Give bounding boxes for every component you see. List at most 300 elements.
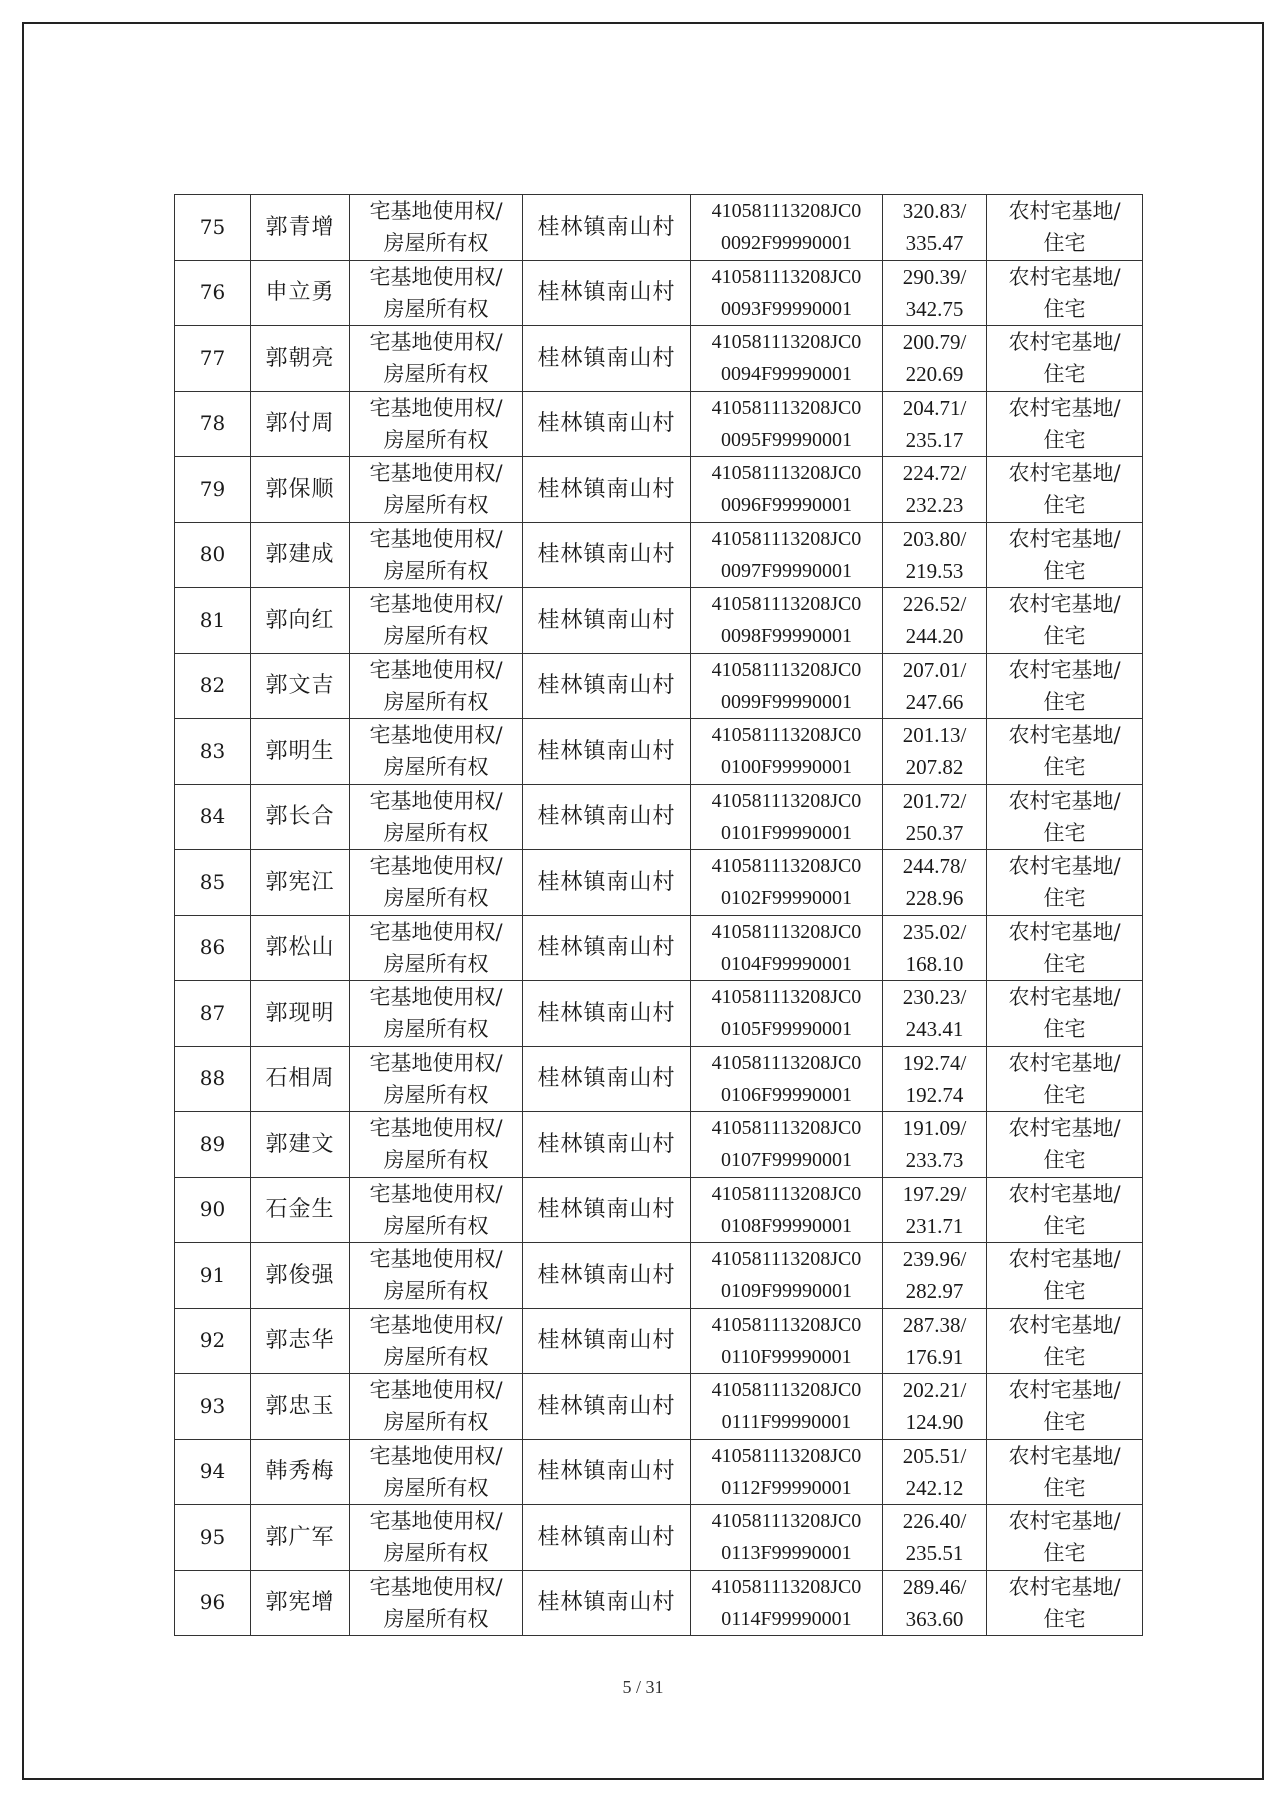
use-type-cell <box>987 1374 1143 1440</box>
unit-number-cell-line-1: 410581113208JC0 <box>711 462 862 485</box>
use-type-cell-line-2: 住宅 <box>1043 755 1086 780</box>
owner-name-cell: 郭青增 <box>251 195 350 261</box>
table-body <box>175 195 1143 1636</box>
area-cell-line-1: 289.46/ <box>902 1574 967 1599</box>
unit-number-cell <box>691 719 883 785</box>
unit-number-cell-line-1: 410581113208JC0 <box>711 527 862 550</box>
table-row <box>175 1505 1143 1571</box>
right-type-cell <box>350 1112 523 1178</box>
right-type-cell-line-2: 房屋所有权 <box>383 951 489 976</box>
owner-name-cell: 韩秀梅 <box>251 1439 350 1505</box>
owner-name-cell: 石相周 <box>251 1046 350 1112</box>
seq-cell: 77 <box>175 326 251 392</box>
location-cell: 桂林镇南山村 <box>523 391 691 457</box>
right-type-cell-line-2: 房屋所有权 <box>383 362 489 387</box>
location-cell: 桂林镇南山村 <box>523 260 691 326</box>
unit-number-cell-line-2: 0107F99990001 <box>720 1149 853 1172</box>
area-cell-line-1: 200.79/ <box>902 330 967 355</box>
unit-number-cell <box>691 1243 883 1309</box>
owner-name-cell: 郭广军 <box>251 1505 350 1571</box>
right-type-cell <box>350 653 523 719</box>
location-cell: 桂林镇南山村 <box>523 522 691 588</box>
table-row <box>175 850 1143 916</box>
area-cell <box>883 719 987 785</box>
right-type-cell-line-2: 房屋所有权 <box>383 1082 489 1107</box>
right-type-cell-line-1: 宅基地使用权/ <box>369 1509 503 1534</box>
use-type-cell-line-2: 住宅 <box>1043 689 1086 714</box>
use-type-cell-line-1: 农村宅基地/ <box>1008 1443 1121 1468</box>
seq-cell: 81 <box>175 588 251 654</box>
use-type-cell <box>987 915 1143 981</box>
seq-cell: 82 <box>175 653 251 719</box>
owner-name-cell: 郭建文 <box>251 1112 350 1178</box>
area-cell-line-2: 207.82 <box>905 755 964 780</box>
area-cell-line-1: 192.74/ <box>902 1050 967 1075</box>
owner-name-cell: 郭付周 <box>251 391 350 457</box>
use-type-cell-line-2: 住宅 <box>1043 1213 1086 1238</box>
unit-number-cell <box>691 981 883 1047</box>
right-type-cell-line-1: 宅基地使用权/ <box>369 985 503 1010</box>
location-cell: 桂林镇南山村 <box>523 1046 691 1112</box>
area-cell-line-2: 363.60 <box>905 1606 964 1631</box>
area-cell <box>883 326 987 392</box>
table-row <box>175 1570 1143 1636</box>
area-cell-line-1: 201.72/ <box>902 788 967 813</box>
right-type-cell <box>350 1570 523 1636</box>
area-cell-line-2: 219.53 <box>905 558 964 583</box>
right-type-cell <box>350 457 523 523</box>
area-cell-line-1: 290.39/ <box>902 264 967 289</box>
seq-cell: 93 <box>175 1374 251 1440</box>
area-cell <box>883 457 987 523</box>
use-type-cell <box>987 1112 1143 1178</box>
unit-number-cell-line-2: 0104F99990001 <box>720 952 853 975</box>
location-cell: 桂林镇南山村 <box>523 1374 691 1440</box>
right-type-cell-line-2: 房屋所有权 <box>383 427 489 452</box>
area-cell-line-2: 168.10 <box>905 951 964 976</box>
location-cell: 桂林镇南山村 <box>523 850 691 916</box>
unit-number-cell-line-2: 0092F99990001 <box>720 232 853 255</box>
right-type-cell-line-2: 房屋所有权 <box>383 689 489 714</box>
owner-name-cell: 郭朝亮 <box>251 326 350 392</box>
use-type-cell-line-2: 住宅 <box>1043 624 1086 649</box>
table-row <box>175 522 1143 588</box>
area-cell <box>883 588 987 654</box>
area-cell <box>883 260 987 326</box>
unit-number-cell <box>691 195 883 261</box>
use-type-cell-line-2: 住宅 <box>1043 1344 1086 1369</box>
unit-number-cell-line-2: 0110F99990001 <box>721 1345 852 1368</box>
right-type-cell <box>350 1308 523 1374</box>
area-cell-line-2: 235.51 <box>905 1541 964 1566</box>
unit-number-cell-line-1: 410581113208JC0 <box>711 1313 862 1336</box>
page-number: 5 / 31 <box>622 1677 664 1697</box>
area-cell-line-1: 244.78/ <box>902 854 967 879</box>
unit-number-cell <box>691 850 883 916</box>
right-type-cell <box>350 522 523 588</box>
right-type-cell-line-2: 房屋所有权 <box>383 1410 489 1435</box>
unit-number-cell-line-1: 410581113208JC0 <box>711 1117 862 1140</box>
use-type-cell-line-1: 农村宅基地/ <box>1008 526 1121 551</box>
use-type-cell-line-1: 农村宅基地/ <box>1008 395 1121 420</box>
area-cell <box>883 915 987 981</box>
unit-number-cell-line-2: 0100F99990001 <box>720 756 853 779</box>
area-cell-line-2: 247.66 <box>905 689 964 714</box>
right-type-cell-line-2: 房屋所有权 <box>383 1017 489 1042</box>
unit-number-cell-line-1: 410581113208JC0 <box>711 789 862 812</box>
unit-number-cell-line-1: 410581113208JC0 <box>711 920 862 943</box>
unit-number-cell-line-2: 0106F99990001 <box>720 1083 853 1106</box>
table-row <box>175 1308 1143 1374</box>
area-cell <box>883 1177 987 1243</box>
unit-number-cell-line-1: 410581113208JC0 <box>711 658 862 681</box>
location-cell: 桂林镇南山村 <box>523 457 691 523</box>
use-type-cell-line-1: 农村宅基地/ <box>1008 788 1121 813</box>
use-type-cell <box>987 1570 1143 1636</box>
unit-number-cell-line-2: 0108F99990001 <box>720 1214 853 1237</box>
unit-number-cell-line-1: 410581113208JC0 <box>711 200 862 223</box>
use-type-cell-line-1: 农村宅基地/ <box>1008 1574 1121 1599</box>
unit-number-cell-line-1: 410581113208JC0 <box>711 1510 862 1533</box>
table-row <box>175 784 1143 850</box>
property-register-table <box>174 194 1143 1636</box>
unit-number-cell-line-1: 410581113208JC0 <box>711 396 862 419</box>
use-type-cell <box>987 981 1143 1047</box>
area-cell <box>883 1505 987 1571</box>
area-cell-line-2: 243.41 <box>905 1017 964 1042</box>
area-cell-line-1: 230.23/ <box>902 985 967 1010</box>
table-row <box>175 915 1143 981</box>
area-cell-line-1: 320.83/ <box>902 199 967 224</box>
use-type-cell-line-2: 住宅 <box>1043 1082 1086 1107</box>
unit-number-cell-line-2: 0101F99990001 <box>720 821 853 844</box>
unit-number-cell-line-1: 410581113208JC0 <box>711 331 862 354</box>
right-type-cell <box>350 784 523 850</box>
area-cell-line-1: 207.01/ <box>902 657 967 682</box>
seq-cell: 86 <box>175 915 251 981</box>
unit-number-cell-line-2: 0094F99990001 <box>720 363 853 386</box>
table-row <box>175 981 1143 1047</box>
owner-name-cell: 郭宪增 <box>251 1570 350 1636</box>
table-row <box>175 391 1143 457</box>
unit-number-cell-line-1: 410581113208JC0 <box>711 1182 862 1205</box>
unit-number-cell-line-2: 0097F99990001 <box>720 559 853 582</box>
use-type-cell-line-1: 农村宅基地/ <box>1008 1181 1121 1206</box>
area-cell-line-1: 287.38/ <box>902 1312 967 1337</box>
right-type-cell-line-2: 房屋所有权 <box>383 1148 489 1173</box>
seq-cell: 85 <box>175 850 251 916</box>
use-type-cell <box>987 326 1143 392</box>
unit-number-cell <box>691 1112 883 1178</box>
use-type-cell <box>987 653 1143 719</box>
owner-name-cell: 郭文吉 <box>251 653 350 719</box>
right-type-cell-line-1: 宅基地使用权/ <box>369 788 503 813</box>
use-type-cell <box>987 457 1143 523</box>
right-type-cell-line-1: 宅基地使用权/ <box>369 1181 503 1206</box>
unit-number-cell <box>691 522 883 588</box>
use-type-cell-line-1: 农村宅基地/ <box>1008 1050 1121 1075</box>
unit-number-cell <box>691 653 883 719</box>
right-type-cell <box>350 915 523 981</box>
right-type-cell-line-2: 房屋所有权 <box>383 820 489 845</box>
right-type-cell <box>350 719 523 785</box>
unit-number-cell-line-1: 410581113208JC0 <box>711 724 862 747</box>
area-cell <box>883 1112 987 1178</box>
use-type-cell-line-1: 农村宅基地/ <box>1008 1247 1121 1272</box>
use-type-cell-line-2: 住宅 <box>1043 493 1086 518</box>
seq-cell: 94 <box>175 1439 251 1505</box>
unit-number-cell <box>691 260 883 326</box>
use-type-cell-line-2: 住宅 <box>1043 1475 1086 1500</box>
use-type-cell <box>987 1046 1143 1112</box>
unit-number-cell-line-1: 410581113208JC0 <box>711 593 862 616</box>
area-cell-line-1: 235.02/ <box>902 919 967 944</box>
use-type-cell <box>987 1177 1143 1243</box>
right-type-cell-line-2: 房屋所有权 <box>383 755 489 780</box>
use-type-cell-line-1: 农村宅基地/ <box>1008 1312 1121 1337</box>
seq-cell: 90 <box>175 1177 251 1243</box>
right-type-cell <box>350 850 523 916</box>
right-type-cell <box>350 195 523 261</box>
seq-cell: 83 <box>175 719 251 785</box>
use-type-cell-line-1: 农村宅基地/ <box>1008 723 1121 748</box>
table-row <box>175 588 1143 654</box>
right-type-cell-line-2: 房屋所有权 <box>383 886 489 911</box>
right-type-cell-line-1: 宅基地使用权/ <box>369 264 503 289</box>
unit-number-cell-line-1: 410581113208JC0 <box>711 855 862 878</box>
unit-number-cell <box>691 1439 883 1505</box>
table-row <box>175 1046 1143 1112</box>
area-cell <box>883 391 987 457</box>
location-cell: 桂林镇南山村 <box>523 1177 691 1243</box>
owner-name-cell: 郭松山 <box>251 915 350 981</box>
use-type-cell <box>987 522 1143 588</box>
use-type-cell-line-2: 住宅 <box>1043 886 1086 911</box>
use-type-cell-line-2: 住宅 <box>1043 231 1086 256</box>
location-cell: 桂林镇南山村 <box>523 981 691 1047</box>
right-type-cell <box>350 981 523 1047</box>
area-cell-line-1: 224.72/ <box>902 461 967 486</box>
unit-number-cell <box>691 915 883 981</box>
use-type-cell-line-1: 农村宅基地/ <box>1008 1378 1121 1403</box>
location-cell: 桂林镇南山村 <box>523 588 691 654</box>
unit-number-cell-line-2: 0112F99990001 <box>721 1476 852 1499</box>
right-type-cell-line-1: 宅基地使用权/ <box>369 1116 503 1141</box>
owner-name-cell: 郭向红 <box>251 588 350 654</box>
right-type-cell <box>350 1177 523 1243</box>
right-type-cell-line-1: 宅基地使用权/ <box>369 657 503 682</box>
area-cell-line-2: 220.69 <box>905 362 964 387</box>
area-cell <box>883 653 987 719</box>
area-cell-line-2: 192.74 <box>905 1082 964 1107</box>
owner-name-cell: 郭保顺 <box>251 457 350 523</box>
use-type-cell <box>987 1439 1143 1505</box>
area-cell-line-1: 202.21/ <box>902 1378 967 1403</box>
table-row <box>175 195 1143 261</box>
seq-cell: 89 <box>175 1112 251 1178</box>
unit-number-cell-line-1: 410581113208JC0 <box>711 1248 862 1271</box>
right-type-cell-line-2: 房屋所有权 <box>383 558 489 583</box>
table-row <box>175 1243 1143 1309</box>
right-type-cell <box>350 1374 523 1440</box>
location-cell: 桂林镇南山村 <box>523 1505 691 1571</box>
table-row <box>175 326 1143 392</box>
right-type-cell-line-1: 宅基地使用权/ <box>369 723 503 748</box>
area-cell-line-1: 205.51/ <box>902 1443 967 1468</box>
seq-cell: 91 <box>175 1243 251 1309</box>
seq-cell: 84 <box>175 784 251 850</box>
area-cell-line-2: 231.71 <box>905 1213 964 1238</box>
right-type-cell-line-1: 宅基地使用权/ <box>369 330 503 355</box>
owner-name-cell: 郭现明 <box>251 981 350 1047</box>
area-cell <box>883 1046 987 1112</box>
use-type-cell <box>987 1308 1143 1374</box>
unit-number-cell-line-1: 410581113208JC0 <box>711 986 862 1009</box>
area-cell-line-1: 226.40/ <box>902 1509 967 1534</box>
table-row <box>175 653 1143 719</box>
owner-name-cell: 郭宪江 <box>251 850 350 916</box>
right-type-cell <box>350 1505 523 1571</box>
location-cell: 桂林镇南山村 <box>523 784 691 850</box>
owner-name-cell: 申立勇 <box>251 260 350 326</box>
use-type-cell <box>987 588 1143 654</box>
area-cell-line-1: 239.96/ <box>902 1247 967 1272</box>
area-cell-line-2: 124.90 <box>905 1410 964 1435</box>
seq-cell: 96 <box>175 1570 251 1636</box>
right-type-cell-line-1: 宅基地使用权/ <box>369 1574 503 1599</box>
seq-cell: 88 <box>175 1046 251 1112</box>
location-cell: 桂林镇南山村 <box>523 1243 691 1309</box>
area-cell-line-1: 191.09/ <box>902 1116 967 1141</box>
use-type-cell <box>987 1505 1143 1571</box>
location-cell: 桂林镇南山村 <box>523 1439 691 1505</box>
unit-number-cell-line-1: 410581113208JC0 <box>711 1051 862 1074</box>
use-type-cell-line-2: 住宅 <box>1043 558 1086 583</box>
unit-number-cell <box>691 457 883 523</box>
area-cell <box>883 981 987 1047</box>
right-type-cell-line-2: 房屋所有权 <box>383 1213 489 1238</box>
use-type-cell <box>987 260 1143 326</box>
use-type-cell-line-2: 住宅 <box>1043 427 1086 452</box>
area-cell-line-2: 244.20 <box>905 624 964 649</box>
use-type-cell <box>987 719 1143 785</box>
use-type-cell-line-1: 农村宅基地/ <box>1008 919 1121 944</box>
area-cell-line-2: 176.91 <box>905 1344 964 1369</box>
right-type-cell-line-1: 宅基地使用权/ <box>369 461 503 486</box>
table-row <box>175 1439 1143 1505</box>
table-row <box>175 1177 1143 1243</box>
unit-number-cell <box>691 784 883 850</box>
area-cell <box>883 522 987 588</box>
use-type-cell <box>987 850 1143 916</box>
seq-cell: 80 <box>175 522 251 588</box>
unit-number-cell <box>691 1570 883 1636</box>
use-type-cell-line-1: 农村宅基地/ <box>1008 657 1121 682</box>
owner-name-cell: 郭忠玉 <box>251 1374 350 1440</box>
location-cell: 桂林镇南山村 <box>523 719 691 785</box>
location-cell: 桂林镇南山村 <box>523 1570 691 1636</box>
table-row <box>175 719 1143 785</box>
right-type-cell-line-1: 宅基地使用权/ <box>369 1312 503 1337</box>
right-type-cell-line-1: 宅基地使用权/ <box>369 1378 503 1403</box>
unit-number-cell-line-2: 0111F99990001 <box>721 1411 852 1434</box>
right-type-cell-line-2: 房屋所有权 <box>383 1541 489 1566</box>
use-type-cell <box>987 391 1143 457</box>
unit-number-cell-line-2: 0093F99990001 <box>720 297 853 320</box>
right-type-cell-line-1: 宅基地使用权/ <box>369 1247 503 1272</box>
unit-number-cell-line-2: 0114F99990001 <box>721 1607 852 1630</box>
area-cell-line-2: 233.73 <box>905 1148 964 1173</box>
area-cell <box>883 1374 987 1440</box>
table-row <box>175 260 1143 326</box>
area-cell <box>883 1308 987 1374</box>
area-cell-line-1: 204.71/ <box>902 395 967 420</box>
area-cell-line-2: 335.47 <box>905 231 964 256</box>
unit-number-cell-line-2: 0113F99990001 <box>721 1542 852 1565</box>
unit-number-cell <box>691 1308 883 1374</box>
location-cell: 桂林镇南山村 <box>523 915 691 981</box>
right-type-cell <box>350 260 523 326</box>
unit-number-cell-line-2: 0102F99990001 <box>720 887 853 910</box>
unit-number-cell-line-1: 410581113208JC0 <box>711 1575 862 1598</box>
use-type-cell-line-2: 住宅 <box>1043 951 1086 976</box>
unit-number-cell-line-2: 0096F99990001 <box>720 494 853 517</box>
table-row <box>175 1112 1143 1178</box>
unit-number-cell-line-1: 410581113208JC0 <box>711 1444 862 1467</box>
unit-number-cell <box>691 326 883 392</box>
area-cell <box>883 195 987 261</box>
area-cell-line-1: 201.13/ <box>902 723 967 748</box>
seq-cell: 87 <box>175 981 251 1047</box>
right-type-cell <box>350 588 523 654</box>
unit-number-cell <box>691 1374 883 1440</box>
unit-number-cell <box>691 1046 883 1112</box>
area-cell-line-2: 342.75 <box>905 296 964 321</box>
use-type-cell-line-2: 住宅 <box>1043 362 1086 387</box>
seq-cell: 78 <box>175 391 251 457</box>
unit-number-cell <box>691 1177 883 1243</box>
use-type-cell-line-2: 住宅 <box>1043 1148 1086 1173</box>
area-cell-line-1: 197.29/ <box>902 1181 967 1206</box>
seq-cell: 75 <box>175 195 251 261</box>
right-type-cell-line-2: 房屋所有权 <box>383 1344 489 1369</box>
right-type-cell <box>350 1046 523 1112</box>
use-type-cell <box>987 1243 1143 1309</box>
use-type-cell-line-2: 住宅 <box>1043 1279 1086 1304</box>
right-type-cell <box>350 326 523 392</box>
table-row <box>175 1374 1143 1440</box>
use-type-cell-line-2: 住宅 <box>1043 1606 1086 1631</box>
right-type-cell-line-1: 宅基地使用权/ <box>369 526 503 551</box>
area-cell-line-1: 203.80/ <box>902 526 967 551</box>
use-type-cell-line-1: 农村宅基地/ <box>1008 1509 1121 1534</box>
unit-number-cell-line-2: 0095F99990001 <box>720 428 853 451</box>
seq-cell: 76 <box>175 260 251 326</box>
right-type-cell-line-1: 宅基地使用权/ <box>369 395 503 420</box>
owner-name-cell: 郭俊强 <box>251 1243 350 1309</box>
location-cell: 桂林镇南山村 <box>523 1112 691 1178</box>
use-type-cell-line-2: 住宅 <box>1043 820 1086 845</box>
right-type-cell-line-1: 宅基地使用权/ <box>369 1050 503 1075</box>
use-type-cell-line-2: 住宅 <box>1043 1541 1086 1566</box>
right-type-cell <box>350 391 523 457</box>
right-type-cell-line-1: 宅基地使用权/ <box>369 1443 503 1468</box>
seq-cell: 92 <box>175 1308 251 1374</box>
right-type-cell <box>350 1243 523 1309</box>
unit-number-cell-line-2: 0105F99990001 <box>720 1018 853 1041</box>
use-type-cell-line-1: 农村宅基地/ <box>1008 592 1121 617</box>
use-type-cell-line-1: 农村宅基地/ <box>1008 264 1121 289</box>
